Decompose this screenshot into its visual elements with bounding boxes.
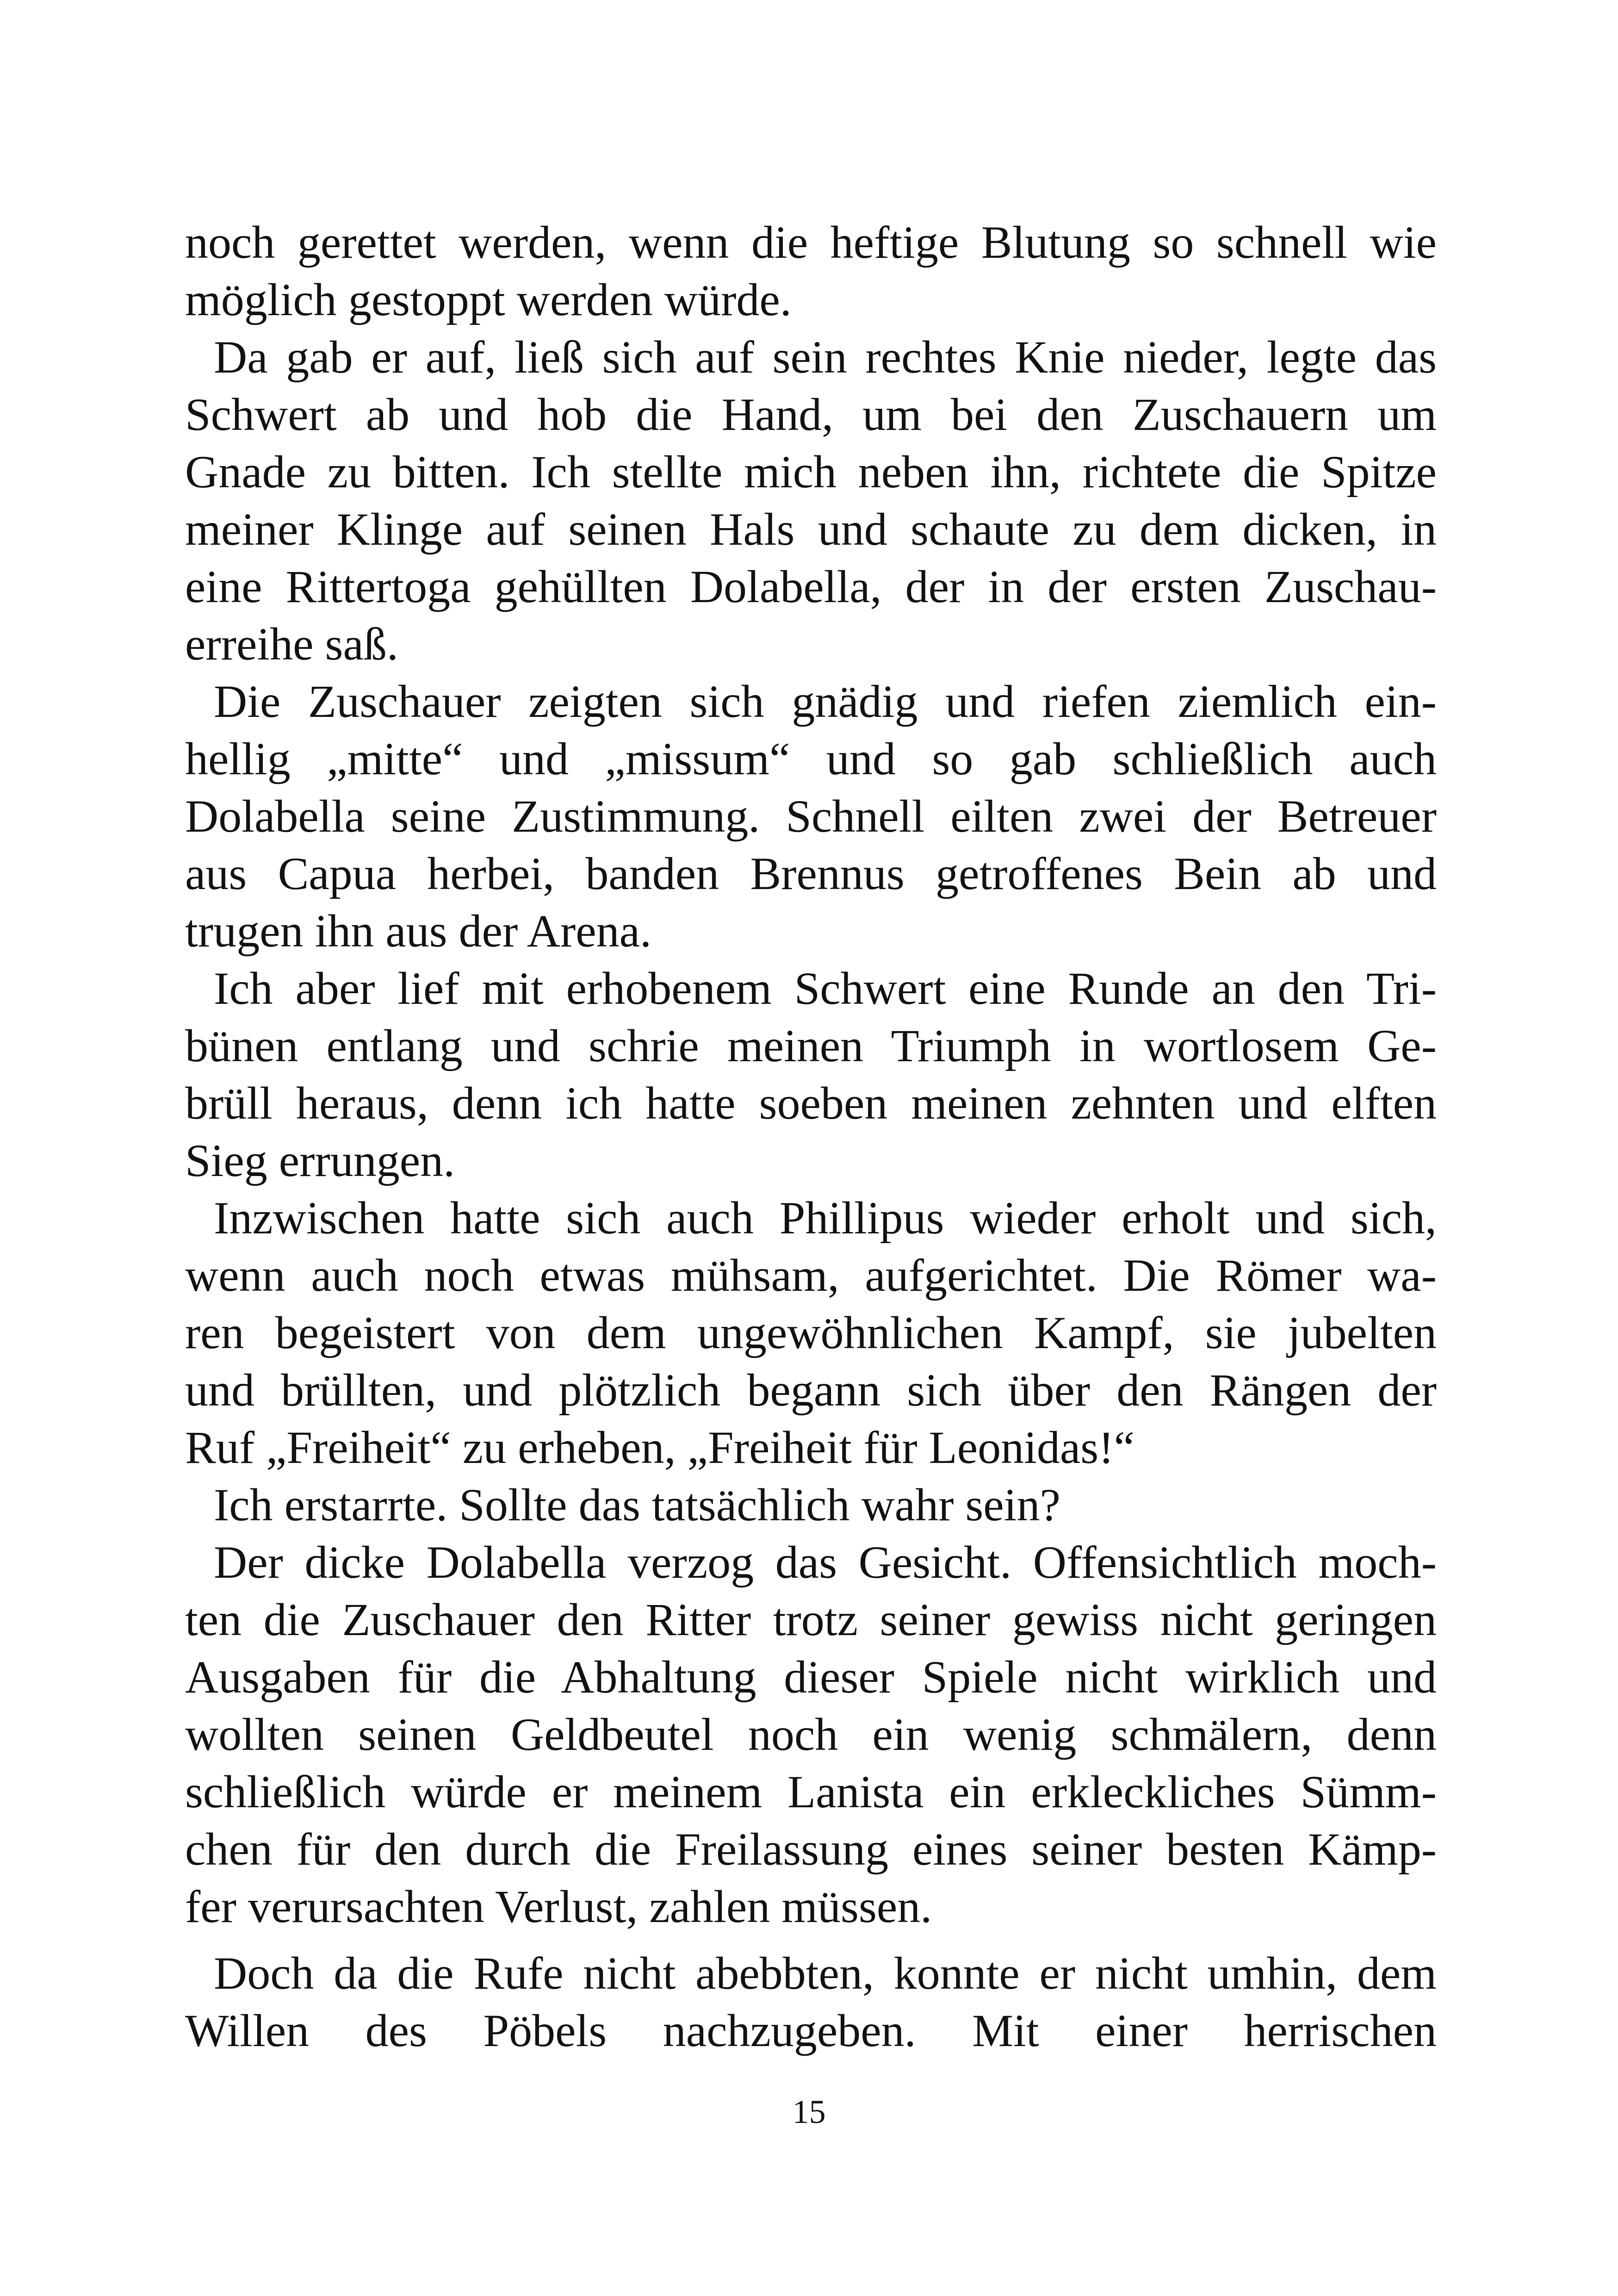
text-line: ren begeistert von dem ungewöhnlichen Kampf, sie jubelten: [185, 1307, 1437, 1358]
text-line: hellig „mitte“ und „missum“ und so gab schließlich auch: [185, 733, 1437, 784]
text-line: fer verursachten Verlust, zahlen müssen.: [185, 1881, 932, 1932]
text-line: Schwert ab und hob die Hand, um bei den Zuschauern um: [185, 389, 1437, 440]
text-line: meiner Klinge auf seinen Hals und schaute zu dem dicken, in: [185, 504, 1437, 555]
text-line: ten die Zuschauer den Ritter trotz seiner gewiss nicht geringen: [185, 1594, 1437, 1645]
page-number: 15: [792, 2093, 826, 2130]
paragraph-first-line: Da gab er auf, ließ sich auf sein rechtes Knie nieder, legte das: [214, 331, 1437, 383]
paragraph-first-line: Inzwischen hatte sich auch Phillipus wieder erholt und sich,: [214, 1192, 1437, 1244]
text-line: aus Capua herbei, banden Brennus getroffenes Bein ab und: [185, 848, 1437, 899]
text-line: Gnade zu bitten. Ich stellte mich neben ihn, richtete die Spitze: [185, 446, 1437, 498]
text-line: erreihe saß.: [185, 618, 398, 670]
text-line: möglich gestoppt werden würde.: [185, 274, 792, 325]
paragraph-first-line: Ich erstarrte. Sollte das tatsächlich wahr sein?: [214, 1479, 1060, 1531]
text-line: noch gerettet werden, wenn die heftige Blutung so schnell wie: [185, 217, 1437, 268]
text-line: brüll heraus, denn ich hatte soeben meinen zehnten und elften: [185, 1077, 1437, 1129]
text-line: schließlich würde er meinem Lanista ein erkleckliches Sümm-: [185, 1766, 1437, 1817]
text-line: Ausgaben für die Abhaltung dieser Spiele nicht wirklich und: [185, 1651, 1437, 1703]
text-line: eine Rittertoga gehüllten Dolabella, der in der ersten Zuschau-: [185, 561, 1437, 612]
text-line: wollten seinen Geldbeutel noch ein wenig schmälern, denn: [185, 1709, 1437, 1760]
paragraph-first-line: Doch da die Rufe nicht abebbten, konnte er nicht umhin, dem: [214, 1948, 1437, 1999]
text-line: Sieg errungen.: [185, 1135, 455, 1186]
text-line: Dolabella seine Zustimmung. Schnell eilten zwei der Betreuer: [185, 790, 1437, 842]
text-line: und brüllten, und plötzlich begann sich über den Rängen der: [185, 1364, 1437, 1416]
text-line: Ruf „Freiheit“ zu erheben, „Freiheit für Leonidas!“: [185, 1422, 1134, 1473]
paragraph-first-line: Der dicke Dolabella verzog das Gesicht. Offensichtlich moch-: [214, 1537, 1437, 1588]
text-line: trugen ihn aus der Arena.: [185, 905, 652, 957]
paragraph-first-line: Die Zuschauer zeigten sich gnädig und riefen ziemlich ein-: [214, 676, 1437, 727]
text-line: Willen des Pöbels nachzugeben. Mit einer herrischen: [185, 2005, 1437, 2056]
text-line: chen für den durch die Freilassung eines seiner besten Kämp-: [185, 1823, 1437, 1875]
paragraph-first-line: Ich aber lief mit erhobenem Schwert eine Runde an den Tri-: [214, 963, 1437, 1014]
text-line: bünen entlang und schrie meinen Triumph in wortlosem Ge-: [185, 1020, 1437, 1071]
text-line: wenn auch noch etwas mühsam, aufgerichtet. Die Römer wa-: [185, 1250, 1437, 1301]
